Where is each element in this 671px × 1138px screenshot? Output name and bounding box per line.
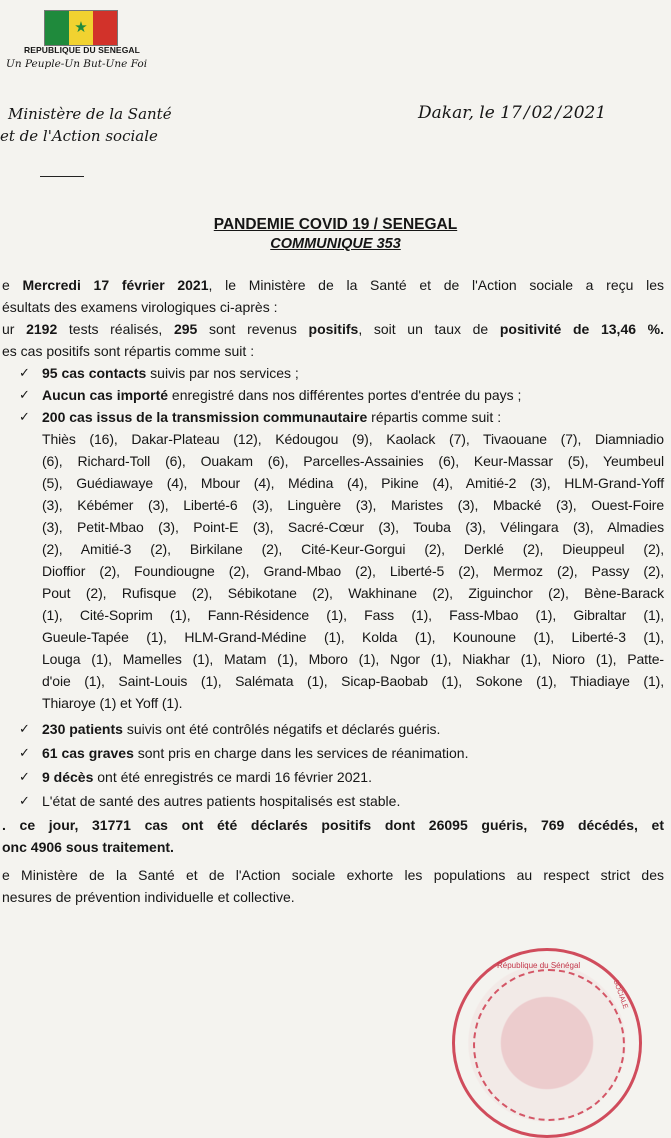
communes-line: Pout (2), Rufisque (2), Sébikotane (2), Wakhinane (2), Ziguinchor (2), Bène-Barack bbox=[42, 585, 664, 601]
check-icon: ✓ bbox=[19, 365, 30, 380]
communes-list bbox=[0, 428, 664, 714]
date-year: 2021 bbox=[562, 103, 607, 123]
communes-line: (5), Guédiawaye (4), Mbour (4), Médina (4), Pikine (4), Amitié-2 (3), HLM-Grand-Yoff bbox=[42, 475, 664, 491]
communes-line: (3), Petit-Mbao (3), Point-E (3), Sacré-Cœur (3), Touba (3), Vélingara (3), Almadies bbox=[42, 519, 664, 535]
check-icon: ✓ bbox=[19, 793, 30, 808]
communes-line: Thiaroye (1) et Yoff (1). bbox=[42, 695, 183, 711]
bullet-recovered: ✓ 230 patients suivis ont été contrôlés négatifs et déclarés guéris. bbox=[0, 718, 664, 740]
intro-line-1: e Mercredi 17 février 2021, le Ministère de la Santé et de l'Action sociale a reçu les bbox=[2, 277, 664, 293]
communes-line: (1), Cité-Soprim (1), Fann-Résidence (1), Fass (1), Fass-Mbao (1), Gibraltar (1), bbox=[42, 607, 664, 623]
bullet-deaths: ✓ 9 décès ont été enregistrés ce mardi 16 février 2021. bbox=[0, 766, 664, 788]
ministry-line-2: et de l'Action sociale bbox=[0, 127, 158, 145]
ministry-line-1: Ministère de la Santé bbox=[8, 105, 172, 123]
ministry-heading bbox=[0, 103, 172, 147]
communes-line: Thiès (16), Dakar-Plateau (12), Kédougou (9), Kaolack (7), Tivaouane (7), Diamniadio bbox=[42, 431, 664, 447]
split-line: es cas positifs sont répartis comme suit : bbox=[2, 343, 255, 359]
bullet-stable: ✓ L'état de santé des autres patients hospitalisés est stable. bbox=[0, 790, 664, 812]
intro-line-2: ésultats des examens virologiques ci-après : bbox=[2, 299, 278, 315]
closing-line-1: e Ministère de la Santé et de l'Action sociale exhorte les populations au respect strict des bbox=[2, 867, 664, 883]
bullet-community: ✓ 200 cas issus de la transmission communautaire répartis comme suit : bbox=[0, 406, 664, 428]
communes-line: Gueule-Tapée (1), HLM-Grand-Médine (1), Kolda (1), Kounoune (1), Liberté-3 (1), bbox=[42, 629, 664, 645]
document-date: Dakar, le 17 / 02 / 2021 bbox=[418, 103, 607, 123]
date-day: 17 bbox=[500, 103, 522, 123]
summary-line-2: onc 4906 sous traitement. bbox=[2, 839, 174, 855]
republic-label: REPUBLIQUE DU SENEGAL bbox=[24, 45, 140, 55]
communes-line: (2), Amitié-3 (2), Birkilane (2), Cité-Keur-Gorgui (2), Derklé (2), Dieuppeul (2), bbox=[42, 541, 664, 557]
date-month: 02 bbox=[531, 103, 554, 123]
check-icon: ✓ bbox=[19, 745, 30, 760]
date-city: Dakar, le bbox=[418, 103, 495, 123]
tests-line: ur 2192 tests réalisés, 295 sont revenus positifs, soit un taux de positivité de 13,46 %. bbox=[2, 321, 665, 337]
official-stamp: République du Sénégal SOCIALE bbox=[452, 948, 642, 1138]
bullet-contacts: ✓ 95 cas contacts suivis par nos services ; bbox=[0, 362, 664, 384]
check-icon: ✓ bbox=[19, 409, 30, 424]
star-icon: ★ bbox=[74, 19, 88, 36]
communes-line: d'oie (1), Saint-Louis (1), Salémata (1), Sicap-Baobab (1), Sokone (1), Thiadiaye (1), bbox=[42, 673, 664, 689]
closing-line-2: nesures de prévention individuelle et collective. bbox=[2, 889, 295, 905]
senegal-flag bbox=[44, 10, 118, 46]
summary-line-1: . ce jour, 31771 cas ont été déclarés positifs dont 26095 guéris, 769 décédés, et bbox=[2, 817, 664, 833]
document-title: PANDEMIE COVID 19 / SENEGAL bbox=[213, 216, 458, 233]
divider bbox=[40, 176, 84, 177]
check-icon: ✓ bbox=[19, 769, 30, 784]
document-body bbox=[0, 274, 664, 908]
national-motto: Un Peuple-Un But-Une Foi bbox=[6, 58, 148, 70]
communique-number: COMMUNIQUE 353 bbox=[270, 236, 401, 252]
communes-line: (3), Kébémer (3), Liberté-6 (3), Linguère (3), Maristes (3), Mbacké (3), Ouest-Foire bbox=[42, 497, 664, 513]
check-icon: ✓ bbox=[19, 387, 30, 402]
communes-line: Dioffior (2), Foundiougne (2), Grand-Mbao (2), Liberté-5 (2), Mermoz (2), Passy (2), bbox=[42, 563, 664, 579]
check-icon: ✓ bbox=[19, 721, 30, 736]
communes-line: Louga (1), Mamelles (1), Matam (1), Mboro (1), Ngor (1), Niakhar (1), Nioro (1), Patte- bbox=[42, 651, 664, 667]
bullet-severe: ✓ 61 cas graves sont pris en charge dans les services de réanimation. bbox=[0, 742, 664, 764]
bullet-imported: ✓ Aucun cas importé enregistré dans nos différentes portes d'entrée du pays ; bbox=[0, 384, 664, 406]
communes-line: (6), Richard-Toll (6), Ouakam (6), Parcelles-Assainies (6), Keur-Massar (5), Yeumbeul bbox=[42, 453, 664, 469]
